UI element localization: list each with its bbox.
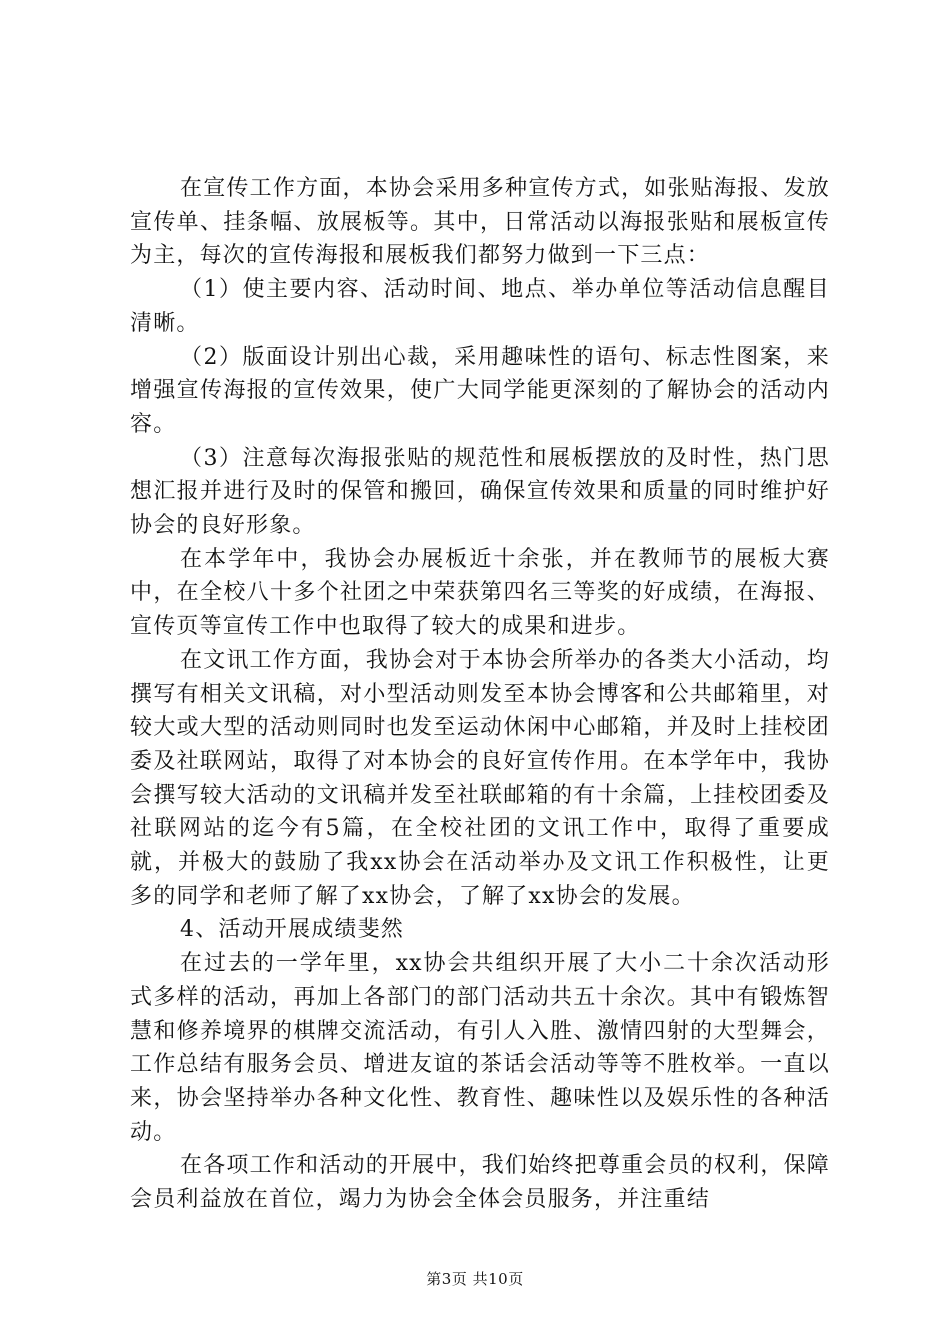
paragraph-activities-summary: 在过去的一学年里，xx协会共组织开展了大小二十余次活动形式多样的活动，再加上各部门的部门活动共五十余次。其中有锻炼智慧和修养境界的棋牌交流活动，有引人入胜、激情四射的大型舞会，工作总结有服务会员、增进友谊的茶话会活动等等不胜枚举。一直以来，协会坚持举办各种文化性、教育性、趣味性以及娱乐性的各种活动。 — [130, 951, 830, 1145]
paragraph-news-work: 在文讯工作方面，我协会对于本协会所举办的各类大小活动，均撰写有相关文讯稿，对小型活动则发至本协会博客和公共邮箱里，对较大或大型的活动则同时也发至运动休闲中心邮箱，并及时上挂校团委及社联网站，取得了对本协会的良好宣传作用。在本学年中，我协会撰写较大活动的文讯稿并发至社联邮箱的有十余篇，上挂校团委及社联网站的迄今有5篇，在全校社团的文讯工作中，取得了重要成就，并极大的鼓励了我xx协会在活动举办及文讯工作积极性，让更多的同学和老师了解了xx协会，了解了xx协会的发展。 — [130, 647, 830, 909]
page-footer — [0, 1268, 950, 1289]
paragraph-member-service: 在各项工作和活动的开展中，我们始终把尊重会员的权利，保障会员利益放在首位，竭力为协会全体会员服务，并注重结 — [130, 1153, 830, 1213]
body-text — [130, 172, 830, 1217]
section-heading-activities: 4、活动开展成绩斐然 — [180, 917, 404, 943]
paragraph-exhibition-results: 在本学年中，我协会办展板近十余张，并在教师节的展板大赛中，在全校八十多个社团之中荣获第四名三等奖的好成绩，在海报、宣传页等宣传工作中也取得了较大的成果和进步。 — [130, 546, 830, 640]
paragraph-publicity-intro: 在宣传工作方面，本协会采用多种宣传方式，如张贴海报、发放宣传单、挂条幅、放展板等。其中，日常活动以海报张贴和展板宣传为主，每次的宣传海报和展板我们都努力做到一下三点： — [130, 176, 830, 269]
paragraph-point-1: （1）使主要内容、活动时间、地点、举办单位等活动信息醒目清晰。 — [130, 277, 830, 336]
paragraph-point-2: （2）版面设计别出心裁，采用趣味性的语句、标志性图案，来增强宣传海报的宣传效果，使广大同学能更深刻的了解协会的活动内容。 — [130, 344, 830, 437]
paragraph-point-3: （3）注意每次海报张贴的规范性和展板摆放的及时性，热门思想汇报并进行及时的保管和搬回，确保宣传效果和质量的同时维护好协会的良好形象。 — [130, 445, 830, 539]
page-number: 第3页 共10页 — [426, 1270, 524, 1288]
